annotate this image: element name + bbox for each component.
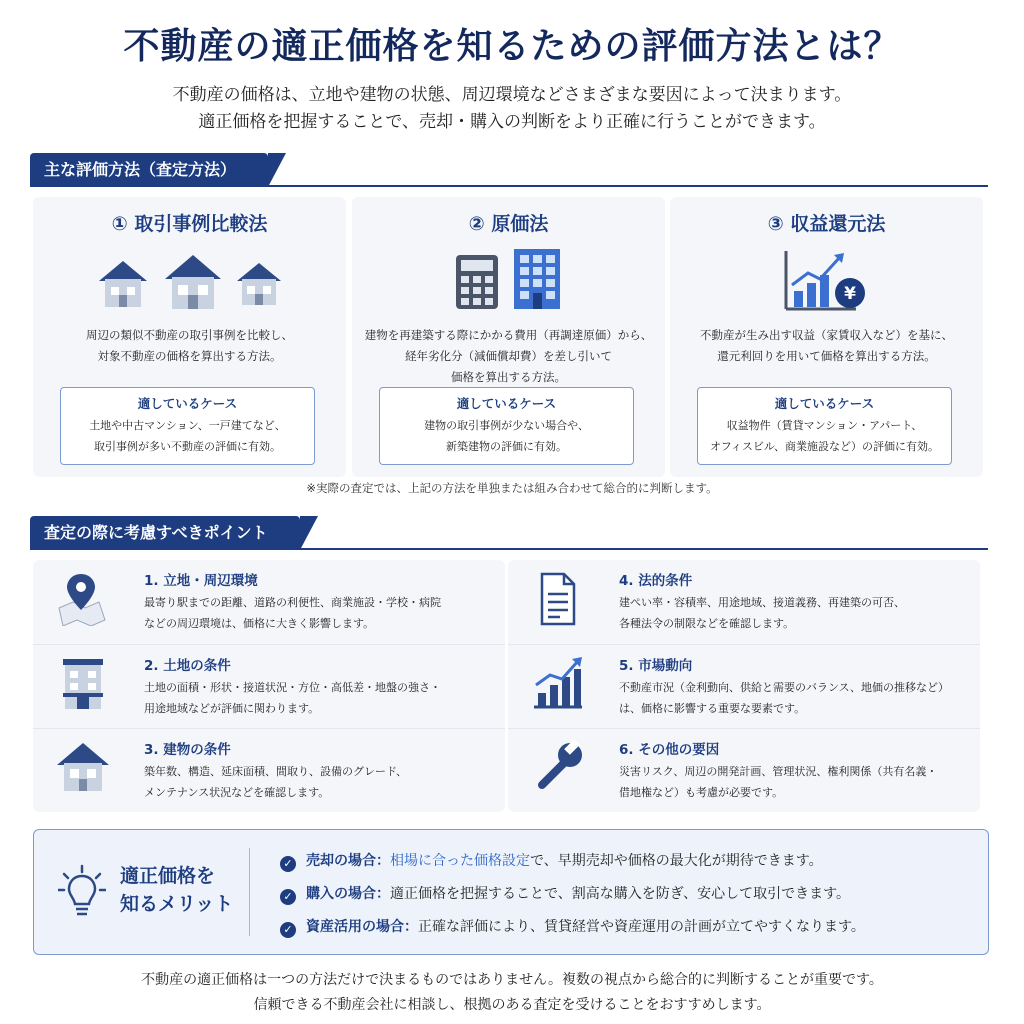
calculator-building-icon bbox=[352, 249, 665, 315]
method-desc-line: 建物を再建築する際にかかる費用（再調達原価）から、 bbox=[364, 328, 653, 342]
points-panel-left bbox=[33, 560, 505, 812]
closing-line: 信頼できる不動産会社に相談し、根拠のある査定を受けることをおすすめします。 bbox=[253, 997, 771, 1013]
point-title: 4. 法的条件 bbox=[619, 573, 693, 589]
method-desc-line: 経年劣化分（減価償却費）を差し引いて bbox=[405, 349, 612, 363]
method-desc-line: 対象不動産の価格を算出する方法。 bbox=[97, 349, 282, 363]
point-desc-line: は、価格に影響する重要な要素です。 bbox=[619, 702, 806, 715]
point-desc-line: メンテナンス状況などを確認します。 bbox=[144, 786, 330, 799]
point-title: 1. 立地・周辺環境 bbox=[144, 573, 258, 589]
point-item bbox=[33, 728, 505, 812]
method-title: ② 原価法 bbox=[468, 213, 549, 235]
point-description bbox=[619, 592, 974, 634]
point-desc-line: 建ぺい率・容積率、用途地域、接道義務、再建築の可否、 bbox=[619, 596, 905, 609]
merit-text: で、早期売却や価格の最大化が期待できます。 bbox=[530, 853, 823, 869]
method-title: ③ 収益還元法 bbox=[767, 213, 886, 235]
page-title: 不動産の適正価格を知るための評価方法とは？ bbox=[123, 26, 901, 67]
suitable-case-desc bbox=[700, 415, 949, 457]
method-card-income bbox=[670, 197, 983, 477]
suitable-case-box bbox=[60, 387, 315, 465]
point-desc-line: 最寄り駅までの距離、道路の利便性、商業施設・学校・病院 bbox=[144, 596, 441, 609]
point-description bbox=[144, 592, 499, 634]
merit-label: 購入の場合： bbox=[306, 886, 390, 902]
houses-icon bbox=[33, 249, 346, 315]
merit-highlight: 相場に合った価格設定 bbox=[390, 853, 530, 869]
method-description bbox=[360, 325, 657, 388]
method-card-cost bbox=[352, 197, 665, 477]
point-item bbox=[508, 560, 980, 644]
suitable-case-line: 取引事例が多い不動産の評価に有効。 bbox=[94, 440, 281, 453]
merit-label: 資産活用の場合： bbox=[306, 919, 418, 935]
point-desc-line: 借地権など）も考慮が必要です。 bbox=[619, 786, 784, 799]
methods-section-title: 主な評価方法（査定方法） bbox=[30, 153, 268, 187]
point-description bbox=[144, 761, 499, 803]
building-icon bbox=[55, 655, 111, 711]
merits-title-line: 適正価格を bbox=[120, 865, 216, 887]
suitable-case-line: 建物の取引事例が少ない場合や、 bbox=[424, 419, 589, 432]
point-item bbox=[33, 644, 505, 728]
point-title: 6. その他の要因 bbox=[619, 742, 720, 758]
closing-line: 不動産の適正価格は一つの方法だけで決まるものではありません。複数の視点から総合的に判断することが重要です。 bbox=[141, 972, 883, 988]
svg-text:¥: ¥ bbox=[844, 284, 856, 304]
suitable-case-desc bbox=[63, 415, 312, 457]
suitable-case-line: 収益物件（賃貸マンション・アパート、 bbox=[726, 419, 923, 432]
suitable-case-title: 適しているケース bbox=[456, 396, 557, 411]
map-pin-icon bbox=[55, 570, 111, 626]
merits-title bbox=[120, 862, 233, 918]
point-item bbox=[33, 560, 505, 644]
point-desc-line: 用途地域などが評価に関わります。 bbox=[144, 702, 320, 715]
method-description bbox=[41, 325, 338, 367]
merit-text: 適正価格を把握することで、割高な購入を防ぎ、安心して取引できます。 bbox=[390, 886, 851, 902]
closing-text bbox=[0, 968, 1024, 1018]
method-title: ① 取引事例比較法 bbox=[111, 213, 268, 235]
points-panel-right bbox=[508, 560, 980, 812]
point-item bbox=[508, 728, 980, 812]
point-desc-line: 不動産市況（金利動向、供給と需要のバランス、地価の推移など） bbox=[619, 681, 949, 694]
intro-line: 適正価格を把握することで、売却・購入の判断をより正確に行うことができます。 bbox=[198, 112, 826, 132]
point-description bbox=[619, 761, 974, 803]
merits-title-line: 知るメリット bbox=[120, 893, 234, 915]
method-description bbox=[678, 325, 975, 367]
merit-label: 売却の場合： bbox=[306, 853, 390, 869]
intro-text bbox=[0, 82, 1024, 136]
points-section-header bbox=[30, 516, 988, 550]
method-desc-line: 還元利回りを用いて価格を算出する方法。 bbox=[717, 349, 936, 363]
merit-item bbox=[280, 883, 850, 905]
house-icon bbox=[55, 739, 111, 795]
method-desc-line: 周辺の類似不動産の取引事例を比較し、 bbox=[86, 328, 293, 342]
document-icon bbox=[530, 570, 586, 626]
suitable-case-line: 土地や中古マンション、一戸建てなど、 bbox=[89, 419, 286, 432]
merit-item bbox=[280, 850, 823, 872]
point-description bbox=[144, 677, 499, 719]
point-desc-line: 各種法令の制限などを確認します。 bbox=[619, 617, 795, 630]
merit-item bbox=[280, 916, 865, 938]
point-title: 2. 土地の条件 bbox=[144, 658, 231, 674]
merit-text: 正確な評価により、賃貸経営や資産運用の計画が立てやすくなります。 bbox=[418, 919, 865, 935]
suitable-case-title: 適しているケース bbox=[137, 396, 238, 411]
suitable-case-title: 適しているケース bbox=[774, 396, 875, 411]
method-desc-line: 価格を算出する方法。 bbox=[451, 370, 566, 384]
point-title: 5. 市場動向 bbox=[619, 658, 693, 674]
point-desc-line: などの周辺環境は、価格に大きく影響します。 bbox=[144, 617, 375, 630]
point-item bbox=[508, 644, 980, 728]
suitable-case-box bbox=[379, 387, 634, 465]
check-icon: ✓ bbox=[280, 856, 296, 872]
suitable-case-box bbox=[697, 387, 952, 465]
point-title: 3. 建物の条件 bbox=[144, 742, 231, 758]
point-desc-line: 築年数、構造、延床面積、間取り、設備のグレード、 bbox=[144, 765, 408, 778]
point-description bbox=[619, 677, 974, 719]
bar-chart-icon bbox=[530, 655, 586, 711]
lightbulb-icon bbox=[58, 864, 106, 920]
method-desc-line: 不動産が生み出す収益（家賃収入など）を基に、 bbox=[700, 328, 953, 342]
point-desc-line: 土地の面積・形状・接道状況・方位・高低差・地盤の強さ・ bbox=[144, 681, 441, 694]
check-icon: ✓ bbox=[280, 922, 296, 938]
intro-line: 不動産の価格は、立地や建物の状態、周辺環境などさまざまな要因によって決まります。 bbox=[172, 85, 852, 105]
points-section-title: 査定の際に考慮すべきポイント bbox=[30, 516, 300, 550]
merits-box bbox=[33, 829, 989, 955]
suitable-case-desc bbox=[382, 415, 631, 457]
methods-note: ※実際の査定では、上記の方法を単独または組み合わせて総合的に判断します。 bbox=[306, 481, 718, 495]
merits-divider bbox=[249, 848, 250, 936]
point-desc-line: 災害リスク、周辺の開発計画、管理状況、権利関係（共有名義・ bbox=[619, 765, 938, 778]
suitable-case-line: オフィスビル、商業施設など）の評価に有効。 bbox=[710, 440, 939, 453]
income-chart-yen-icon bbox=[670, 249, 983, 315]
wrench-icon bbox=[530, 739, 586, 795]
check-icon: ✓ bbox=[280, 889, 296, 905]
methods-section-header bbox=[30, 153, 988, 187]
method-card-comparison bbox=[33, 197, 346, 477]
suitable-case-line: 新築建物の評価に有効。 bbox=[446, 440, 567, 453]
